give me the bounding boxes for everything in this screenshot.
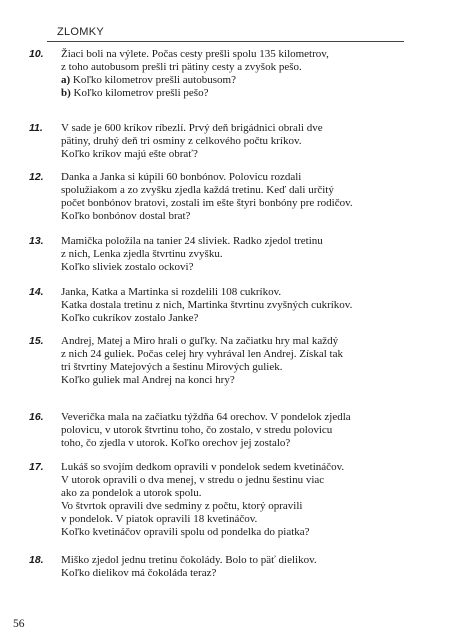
line-text: počet bonbónov bratovi, zostali im ešte štyri bonbóny pre rodičov. [61,197,353,209]
line-text: Koľko guliek mal Andrej na konci hry? [61,374,235,386]
problem-line [61,437,421,450]
problem-text [61,171,421,223]
problem-line [61,184,421,197]
line-text: v pondelok. V piatok opravili 18 kvetináčov. [61,513,258,525]
problem-line [61,299,421,312]
problem-number: 10. [29,48,44,60]
problem-line [61,235,421,248]
subquestion-label: b) [61,87,71,99]
subquestion-label: a) [61,74,71,86]
problem-line [61,48,421,61]
problem-number: 16. [29,411,44,423]
line-text: pätiny, druhý deň tri osminy z celkového počtu kríkov. [61,135,302,147]
line-text: Koľko bonbónov dostal brat? [61,210,191,222]
line-text: Koľko cukríkov zostalo Janke? [61,312,199,324]
problem-line [61,248,421,261]
problem-line [61,361,421,374]
problem-line [61,554,421,567]
problem-text [61,286,421,325]
line-text: V sade je 600 kríkov ríbezlí. Prvý deň brigádnici obrali dve [61,122,323,134]
problem-line [61,461,421,474]
problem-line [61,197,421,210]
problem-line [61,74,421,87]
line-text: z toho autobusom prešli tri pätiny cesty a zvyšok pešo. [61,61,302,73]
problem-line [61,411,421,424]
problem-text [61,122,421,161]
problem-line [61,135,421,148]
line-text: z nich 24 guliek. Počas celej hry vyhrával len Andrej. Získal tak [61,348,343,360]
problem-number: 13. [29,235,44,247]
problem-line [61,335,421,348]
problem-line [61,424,421,437]
line-text: Katka dostala tretinu z nich, Martinka štvrtinu zvyšných cukríkov. [61,299,353,311]
problem-line [61,61,421,74]
line-text: Mamička položila na tanier 24 sliviek. Radko zjedol tretinu [61,235,323,247]
line-text: Žiaci boli na výlete. Počas cesty prešli spolu 135 kilometrov, [61,48,329,60]
line-text: Vo štvrtok opravili dve sedminy z počtu, ktorý opravili [61,500,303,512]
line-text: spolužiakom a zo zvyšku zjedla každá tretinu. Keď dali určitý [61,184,334,196]
line-text: V utorok opravili o dva menej, v stredu o jednu šestinu viac [61,474,325,486]
line-text: Veverička mala na začiatku týždňa 64 orechov. V pondelok zjedla [61,411,351,423]
chapter-title: ZLOMKY [57,26,105,38]
problem-line [61,500,421,513]
problem-number: 14. [29,286,44,298]
problem-line [61,348,421,361]
line-text: Janka, Katka a Martinka si rozdelili 108 cukríkov. [61,286,282,298]
problem-line [61,312,421,325]
line-text: Miško zjedol jednu tretinu čokolády. Bolo to päť dielikov. [61,554,317,566]
problem-text [61,554,421,580]
problem-number: 12. [29,171,44,183]
problem-line [61,171,421,184]
problem-text [61,235,421,274]
page-number: 56 [13,618,25,630]
problem-line [61,374,421,387]
problem-line [61,87,421,100]
problem-number: 18. [29,554,44,566]
problem-text [61,411,421,450]
line-text: Koľko sliviek zostalo ockovi? [61,261,194,273]
problem-line [61,513,421,526]
line-text: toho, čo zjedla v utorok. Koľko orechov jej zostalo? [61,437,291,449]
problem-line [61,526,421,539]
line-text: Koľko kvetináčov opravili spolu od pondelka do piatka? [61,526,310,538]
line-text: Koľko kríkov majú ešte obrať? [61,148,198,160]
problem-number: 11. [29,122,43,134]
header-rule [47,41,404,42]
line-text: Andrej, Matej a Miro hrali o guľky. Na začiatku hry mal každý [61,335,339,347]
problem-line [61,148,421,161]
problem-line [61,261,421,274]
line-text: Koľko kilometrov prešli pešo? [70,87,209,99]
line-text: polovicu, v utorok štvrtinu toho, čo zostalo, v stredu polovicu [61,424,333,436]
problem-text [61,48,421,100]
line-text: Koľko dielikov má čokoláda teraz? [61,567,217,579]
line-text: tri štvrtiny Matejových a šestinu Mirových guliek. [61,361,283,373]
problem-number: 17. [29,461,44,473]
problem-line [61,122,421,135]
problem-line [61,487,421,500]
problem-text [61,461,421,539]
line-text: ako za pondelok a utorok spolu. [61,487,202,499]
problem-line [61,567,421,580]
problem-line [61,210,421,223]
problem-number: 15. [29,335,44,347]
line-text: Danka a Janka si kúpili 60 bonbónov. Polovicu rozdali [61,171,302,183]
problem-line [61,474,421,487]
problem-line [61,286,421,299]
page-header [47,26,404,42]
line-text: Koľko kilometrov prešli autobusom? [70,74,236,86]
line-text: z nich, Lenka zjedla štvrtinu zvyšku. [61,248,223,260]
line-text: Lukáš so svojím dedkom opravili v pondelok sedem kvetináčov. [61,461,345,473]
problem-text [61,335,421,387]
